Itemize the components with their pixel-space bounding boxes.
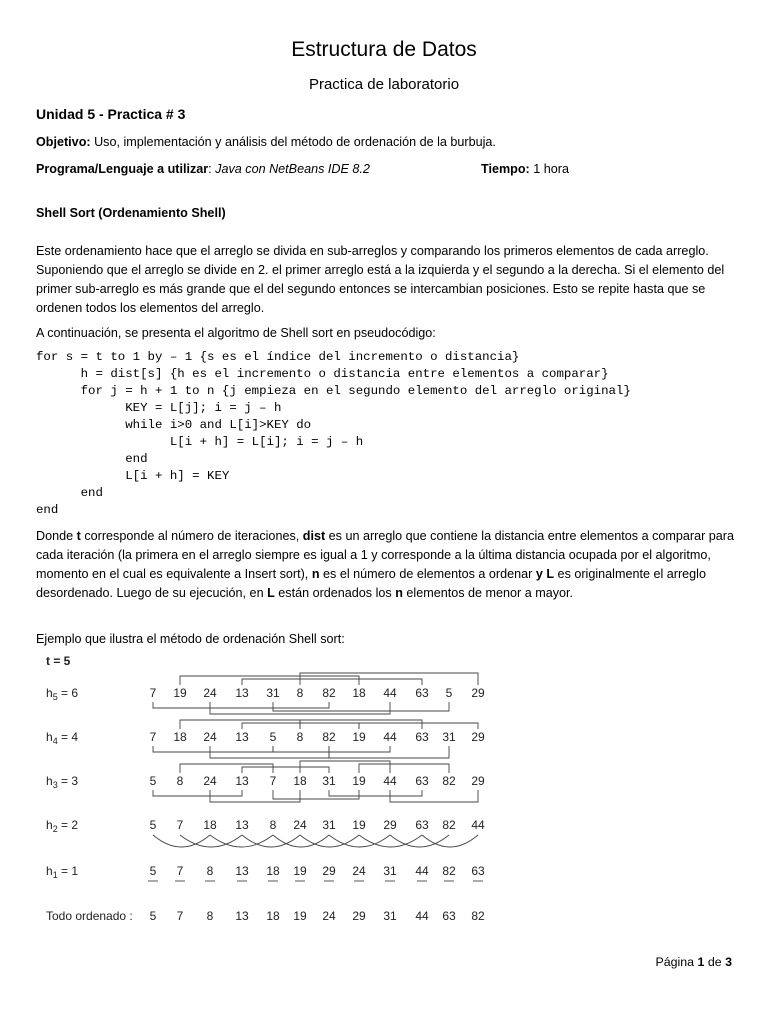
comparison-connector xyxy=(242,767,329,773)
array-value: 8 xyxy=(296,686,304,700)
shell-sort-diagram xyxy=(36,650,496,935)
array-value: 8 xyxy=(206,864,214,878)
objective-text: Uso, implementación y análisis del método de ordenación de la burbuja. xyxy=(90,135,496,149)
array-value: 19 xyxy=(293,864,307,878)
comparison-connector xyxy=(359,764,449,773)
array-value: 82 xyxy=(322,730,336,744)
comparison-arc xyxy=(153,835,210,847)
comparison-connector xyxy=(359,723,478,729)
array-value: 7 xyxy=(149,686,157,700)
array-value: 63 xyxy=(471,864,485,878)
program-line xyxy=(36,162,370,176)
array-value: 8 xyxy=(269,818,277,832)
array-value: 19 xyxy=(352,818,366,832)
array-value: 24 xyxy=(203,686,217,700)
array-value: 82 xyxy=(442,864,456,878)
document-subtitle: Practica de laboratorio xyxy=(308,76,460,93)
array-value: 29 xyxy=(471,730,485,744)
comparison-connector xyxy=(242,723,359,729)
comparison-connector xyxy=(180,720,300,729)
comparison-connector xyxy=(273,702,449,711)
array-value: 63 xyxy=(442,909,456,923)
row-label: $h_5 = 6$ xyxy=(46,686,79,702)
array-value: 24 xyxy=(203,774,217,788)
array-value: 13 xyxy=(235,818,249,832)
array-value: 7 xyxy=(176,864,184,878)
array-value: 24 xyxy=(203,730,217,744)
array-value: 29 xyxy=(383,818,397,832)
array-value: 63 xyxy=(415,686,429,700)
program-label: Programa/Lenguaje a utilizar xyxy=(36,162,209,176)
array-value: 5 xyxy=(269,730,277,744)
time-value: 1 hora xyxy=(529,162,569,176)
example-intro: Ejemplo que ilustra el método de ordenación Shell sort: xyxy=(36,632,345,646)
comparison-connector xyxy=(153,790,242,796)
array-value: 7 xyxy=(149,730,157,744)
explanation-paragraph: Donde t corresponde al número de iteraciones, dist es un arreglo que contiene la distancia entre elementos a comparar para cada iteración (la primera en el arreglo siempre es igual a 1 y corresponde a la última distancia ocupada por el algoritmo, momento en el cual es equivalente a Insert sort), n es el número de elementos a ordenar y L es originalmente el arreglo desordenado. Luego de su ejecución, en L están ordenados los n elementos de menor a mayor. xyxy=(36,529,734,600)
array-value: 19 xyxy=(173,686,187,700)
array-value: 13 xyxy=(235,864,249,878)
comparison-connector xyxy=(153,702,329,708)
array-value: 29 xyxy=(471,774,485,788)
array-value: 82 xyxy=(471,909,485,923)
section-title: Shell Sort (Ordenamiento Shell) xyxy=(36,206,226,220)
array-value: 5 xyxy=(149,818,157,832)
comparison-arc xyxy=(180,835,242,847)
array-value: 82 xyxy=(442,774,456,788)
array-value: 7 xyxy=(176,818,184,832)
comparison-connector xyxy=(300,720,422,729)
array-value: 5 xyxy=(149,864,157,878)
array-value: 44 xyxy=(383,730,397,744)
array-value: 7 xyxy=(176,909,184,923)
time-label: Tiempo: xyxy=(481,162,530,176)
array-value: 18 xyxy=(293,774,307,788)
row-label: Todo ordenado : xyxy=(46,909,133,923)
array-value: 13 xyxy=(235,730,249,744)
array-value: 18 xyxy=(203,818,217,832)
array-value: 7 xyxy=(269,774,277,788)
array-value: 63 xyxy=(415,774,429,788)
array-value: 31 xyxy=(266,686,280,700)
array-value: 19 xyxy=(352,730,366,744)
array-value: 5 xyxy=(445,686,453,700)
comparison-arc xyxy=(210,835,273,847)
array-value: 19 xyxy=(293,909,307,923)
array-value: 18 xyxy=(266,864,280,878)
array-value: 18 xyxy=(352,686,366,700)
array-value: 44 xyxy=(471,818,485,832)
array-value: 82 xyxy=(442,818,456,832)
row-label: $h_3 = 3$ xyxy=(46,774,79,790)
row-label: $h_2 = 2$ xyxy=(46,818,79,834)
document-title: Estructura de Datos xyxy=(291,38,477,61)
array-value: 5 xyxy=(149,774,157,788)
array-value: 29 xyxy=(471,686,485,700)
comparison-arc xyxy=(329,835,390,847)
array-value: 31 xyxy=(383,909,397,923)
comparison-connector xyxy=(273,790,359,799)
comparison-connector xyxy=(329,790,422,796)
comparison-connector xyxy=(180,676,359,685)
comparison-arc xyxy=(300,835,359,847)
array-value: 5 xyxy=(149,909,157,923)
array-value: 13 xyxy=(235,774,249,788)
array-value: 31 xyxy=(442,730,456,744)
array-value: 18 xyxy=(173,730,187,744)
comparison-connector xyxy=(180,764,273,773)
array-value: 18 xyxy=(266,909,280,923)
array-value: 8 xyxy=(176,774,184,788)
pseudocode-intro: A continuación, se presenta el algoritmo de Shell sort en pseudocódigo: xyxy=(36,326,436,340)
array-value: 19 xyxy=(352,774,366,788)
array-value: 63 xyxy=(415,730,429,744)
array-value: 13 xyxy=(235,686,249,700)
array-value: 29 xyxy=(322,864,336,878)
row-label: $h_4 = 4$ xyxy=(46,730,79,746)
t-label: t = 5 xyxy=(46,654,71,668)
comparison-arc xyxy=(359,835,422,847)
comparison-connector xyxy=(242,679,422,685)
array-value: 44 xyxy=(415,864,429,878)
row-label: $h_1 = 1$ xyxy=(46,864,79,880)
objective-label: Objetivo: xyxy=(36,135,91,149)
array-value: 24 xyxy=(352,864,366,878)
unit-title: Unidad 5 - Practica # 3 xyxy=(36,106,186,122)
array-value: 44 xyxy=(383,686,397,700)
array-value: 63 xyxy=(415,818,429,832)
array-value: 31 xyxy=(322,818,336,832)
description-paragraph: Este ordenamiento hace que el arreglo se divida en sub-arreglos y comparando los primeros elementos de cada arreglo. Suponiendo que el arreglo se divide en 2. el primer arreglo está a la izquierda y el segundo a la derecha. Si el elemento del primer sub-arreglo es más grande que el del segundo entonces se intercambian posiciones. Esto se repite hasta que se ordenen todos los elementos del arreglo. xyxy=(36,244,725,315)
array-value: 44 xyxy=(415,909,429,923)
array-value: 31 xyxy=(383,864,397,878)
program-value: Java con NetBeans IDE 8.2 xyxy=(215,162,370,176)
comparison-connector xyxy=(273,746,390,752)
time-line xyxy=(481,162,569,176)
pseudocode-block: for s = t to 1 by – 1 {s es el índice del incremento o distancia} h = dist[s] {h es el incremento o distancia entre elementos a comparar} for j = h + 1 to n {j empieza en el segundo elemento del arreglo original} KEY = L[j]; i = j – h while i>0 and L[i]>KEY do L[i + h] = L[i]; i = j – h end L[i + h] = KEY end end xyxy=(36,350,631,517)
objective-line xyxy=(36,135,496,149)
comparison-connector xyxy=(153,746,273,752)
array-value: 29 xyxy=(352,909,366,923)
page-footer: Página 1 de 3 xyxy=(655,955,732,969)
array-value: 13 xyxy=(235,909,249,923)
array-value: 8 xyxy=(206,909,214,923)
program-separator: : xyxy=(208,162,216,176)
array-value: 24 xyxy=(293,818,307,832)
diagram-content xyxy=(46,673,485,923)
array-value: 82 xyxy=(322,686,336,700)
array-value: 8 xyxy=(296,730,304,744)
array-value: 24 xyxy=(322,909,336,923)
array-value: 44 xyxy=(383,774,397,788)
array-value: 31 xyxy=(322,774,336,788)
